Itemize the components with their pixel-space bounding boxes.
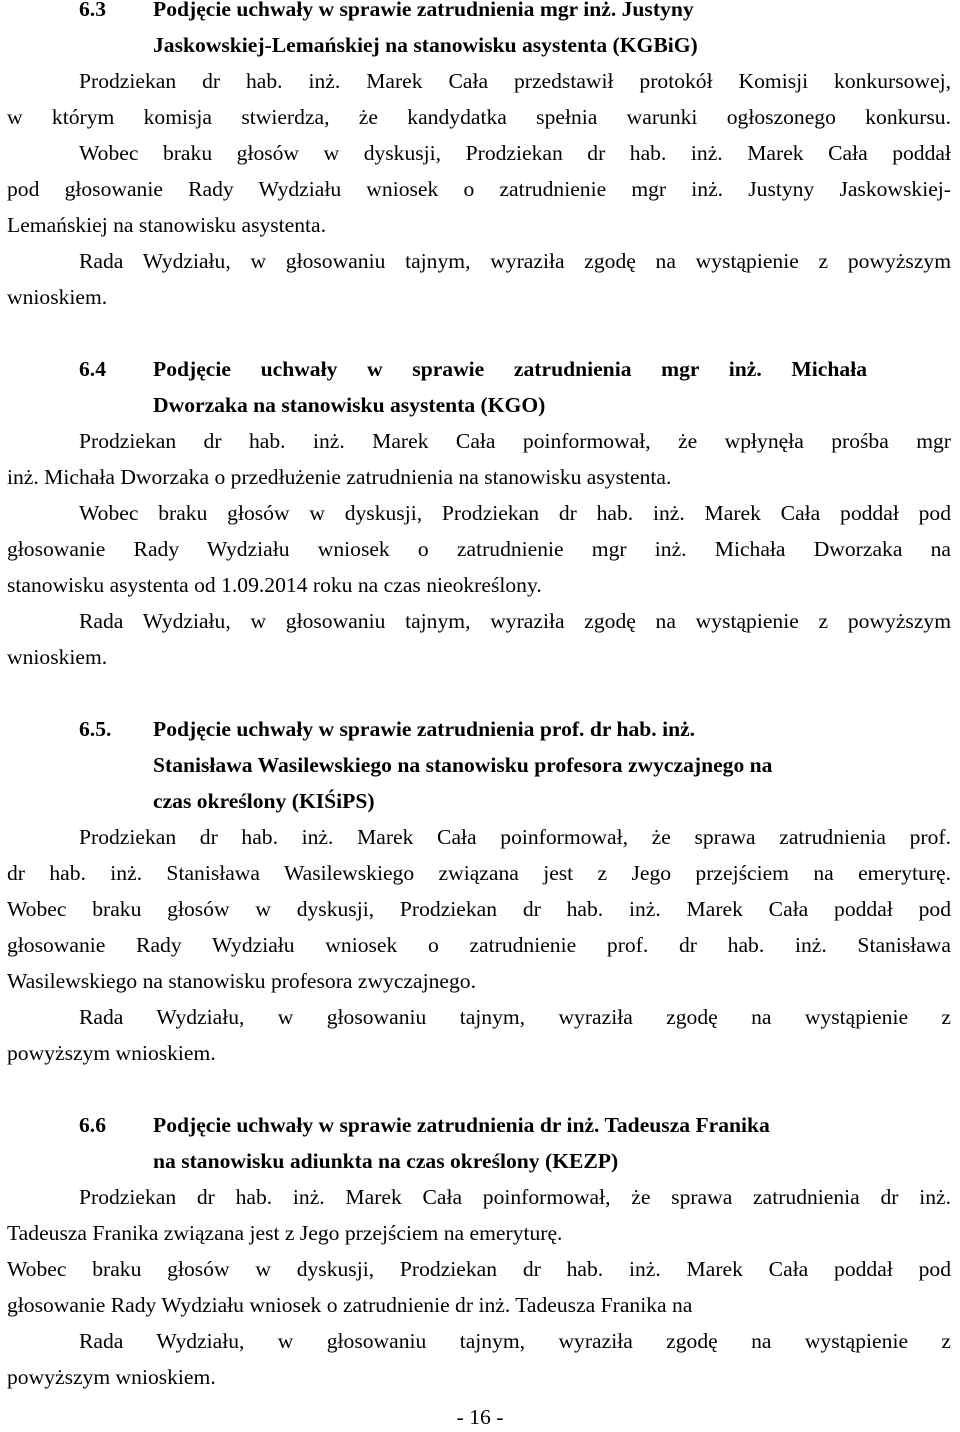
- section-title-line: na stanowisku adiunkta na czas określony (KEZP): [153, 1149, 619, 1173]
- paragraph-line: Rada Wydziału, w głosowaniu tajnym, wyraziła zgodę na wystąpienie z powyższym: [79, 249, 951, 273]
- section-number: 6.3: [79, 0, 106, 21]
- section-title-line: Podjęcie uchwały w sprawie zatrudnienia mgr inż. Justyny: [153, 0, 694, 21]
- paragraph-line: Rada Wydziału, w głosowaniu tajnym, wyraziła zgodę na wystąpienie z: [79, 1329, 951, 1353]
- section-6-4: [0, 351, 960, 675]
- page-number: - 16 -: [456, 1405, 504, 1429]
- section-6-5: [0, 711, 960, 1071]
- paragraph-line: Prodziekan dr hab. inż. Marek Cała poinformował, że wpłynęła prośba mgr: [79, 429, 951, 453]
- paragraph-line: inż. Michała Dworzaka o przedłużenie zatrudnienia na stanowisku asystenta.: [7, 465, 672, 489]
- section-title-line: Podjęcie uchwały w sprawie zatrudnienia prof. dr hab. inż.: [153, 717, 696, 741]
- paragraph-line: Lemańskiej na stanowisku asystenta.: [7, 213, 327, 237]
- section-heading: [0, 0, 960, 63]
- paragraph-line: Wobec braku głosów w dyskusji, Prodziekan dr hab. inż. Marek Cała poddał pod: [79, 501, 951, 525]
- spacer: [0, 675, 960, 711]
- paragraph-line: powyższym wnioskiem.: [7, 1041, 216, 1065]
- paragraph-line: Wobec braku głosów w dyskusji, Prodziekan dr hab. inż. Marek Cała poddał pod: [7, 1257, 951, 1281]
- paragraph-line: Wasilewskiego na stanowisku profesora zwyczajnego.: [7, 969, 476, 993]
- section-body: [0, 1179, 960, 1395]
- section-heading: [0, 351, 960, 423]
- section-title-line: Dworzaka na stanowisku asystenta (KGO): [153, 393, 546, 417]
- paragraph-line: Rada Wydziału, w głosowaniu tajnym, wyraziła zgodę na wystąpienie z powyższym: [79, 609, 951, 633]
- paragraph-line: pod głosowanie Rady Wydziału wniosek o zatrudnienie mgr inż. Justyny Jaskowskiej-: [7, 177, 951, 201]
- paragraph-line: wnioskiem.: [7, 645, 108, 669]
- paragraph-line: głosowanie Rady Wydziału wniosek o zatrudnienie mgr inż. Michała Dworzaka na: [7, 537, 951, 561]
- paragraph-line: dr hab. inż. Stanisława Wasilewskiego związana jest z Jego przejściem na emeryturę.: [7, 861, 951, 885]
- paragraph-line: powyższym wnioskiem.: [7, 1365, 216, 1389]
- paragraph-line: głosowanie Rady Wydziału wniosek o zatrudnienie prof. dr hab. inż. Stanisława: [7, 933, 951, 957]
- section-title-line: Stanisława Wasilewskiego na stanowisku profesora zwyczajnego na: [153, 753, 773, 777]
- paragraph-line: Prodziekan dr hab. inż. Marek Cała poinformował, że sprawa zatrudnienia dr inż.: [79, 1185, 951, 1209]
- paragraph-line: stanowisku asystenta od 1.09.2014 roku na czas nieokreślony.: [7, 573, 542, 597]
- section-body: [0, 63, 960, 315]
- section-6-6: [0, 1107, 960, 1395]
- paragraph-line: Prodziekan dr hab. inż. Marek Cała przedstawił protokół Komisji konkursowej,: [79, 69, 951, 93]
- paragraph-line: wnioskiem.: [7, 285, 108, 309]
- section-body: [0, 819, 960, 1071]
- paragraph-line: Rada Wydziału, w głosowaniu tajnym, wyraziła zgodę na wystąpienie z: [79, 1005, 951, 1029]
- section-heading: [0, 711, 960, 819]
- paragraph-line: Wobec braku głosów w dyskusji, Prodziekan dr hab. inż. Marek Cała poddał: [79, 141, 951, 165]
- section-body: [0, 423, 960, 675]
- paragraph-line: Tadeusza Franika związana jest z Jego przejściem na emeryturę.: [7, 1221, 563, 1245]
- paragraph-line: w którym komisja stwierdza, że kandydatka spełnia warunki ogłoszonego konkursu.: [7, 105, 951, 129]
- section-title-line: Podjęcie uchwały w sprawie zatrudnienia mgr inż. Michała: [153, 357, 867, 381]
- paragraph-line: Prodziekan dr hab. inż. Marek Cała poinformował, że sprawa zatrudnienia prof.: [79, 825, 951, 849]
- spacer: [0, 315, 960, 351]
- section-title-line: Podjęcie uchwały w sprawie zatrudnienia dr inż. Tadeusza Franika: [153, 1113, 770, 1137]
- section-number: 6.4: [79, 357, 106, 381]
- spacer: [0, 1071, 960, 1107]
- section-heading: [0, 1107, 960, 1179]
- section-title-line: czas określony (KIŚiPS): [153, 789, 375, 813]
- section-number: 6.5.: [79, 717, 112, 741]
- section-6-3: [0, 0, 960, 315]
- section-number: 6.6: [79, 1113, 106, 1137]
- paragraph-line: głosowanie Rady Wydziału wniosek o zatrudnienie dr inż. Tadeusza Franika na: [7, 1293, 693, 1317]
- paragraph-line: Wobec braku głosów w dyskusji, Prodziekan dr hab. inż. Marek Cała poddał pod: [7, 897, 951, 921]
- section-title-line: Jaskowskiej-Lemańskiej na stanowisku asystenta (KGBiG): [153, 33, 698, 57]
